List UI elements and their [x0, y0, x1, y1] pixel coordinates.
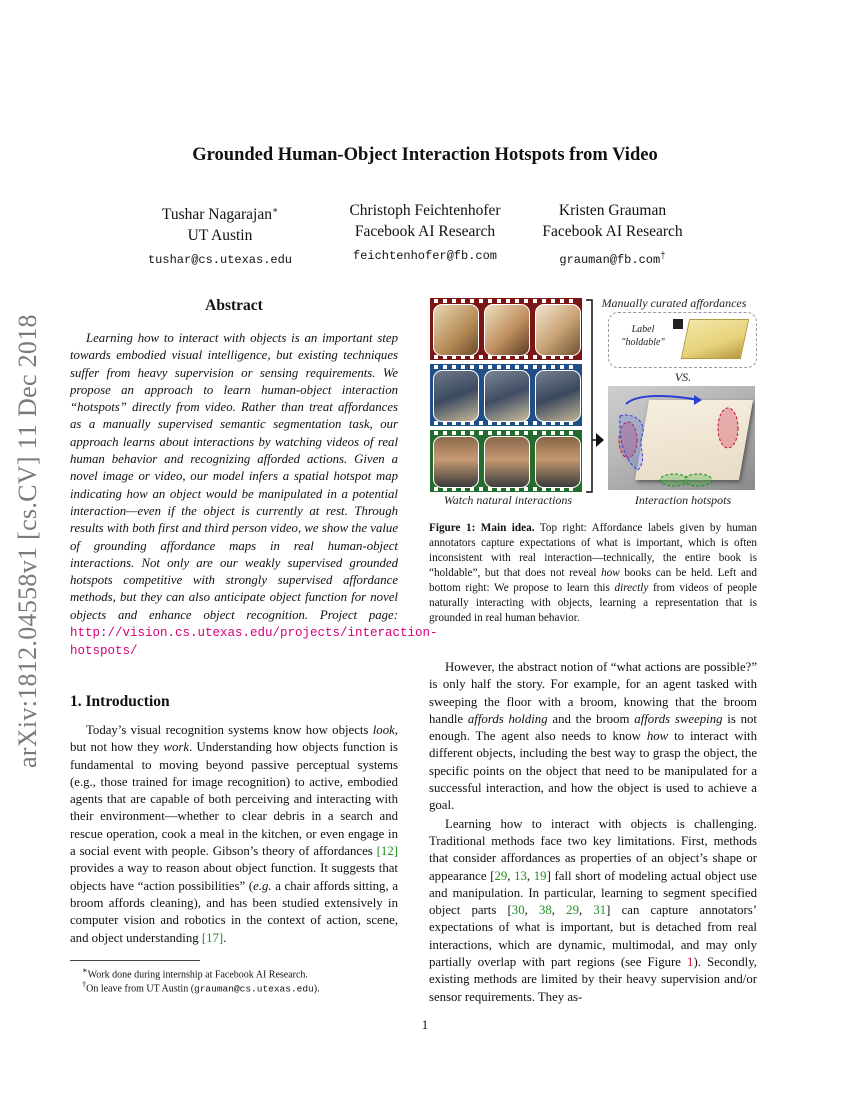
- text-run: However, the abstract notion of “what actions are possible?” is only half the story. For example, for an agent tasked with sweeping the floor with a broom, knowing that the broom handle: [429, 660, 757, 726]
- arxiv-identifier: arXiv:1812.04558v1 [cs.CV] 11 Dec 2018: [13, 314, 42, 768]
- author-affiliation: Facebook AI Research: [542, 223, 683, 240]
- intro-paragraph: [70, 722, 398, 947]
- footnote-mark: ∗: [82, 966, 88, 975]
- hotspot-image: [608, 386, 755, 490]
- label-hotspots: Interaction hotspots: [634, 493, 732, 507]
- author-email[interactable]: grauman@fb.com: [559, 253, 661, 267]
- text-run: from videos of people naturally interacting with objects, learning a representation that is grounded in real human behavior.: [429, 582, 757, 624]
- citation-link[interactable]: 30: [511, 903, 525, 918]
- figure-reference-link[interactable]: 1: [687, 955, 694, 970]
- author-block-3: [520, 200, 705, 271]
- citation-link[interactable]: 31: [593, 903, 607, 918]
- book-image: [681, 319, 750, 359]
- video-frame: [535, 436, 581, 488]
- author-email[interactable]: tushar@cs.utexas.edu: [147, 253, 293, 268]
- citation-link[interactable]: [12]: [376, 844, 398, 859]
- text-run: ] can capture annotators’ expectations of what is important, but is detached from real interactions, which are dynamic, multimodal, and may only partially overlap with part regions (see Figure: [429, 903, 757, 970]
- text-run: affords holding: [467, 711, 548, 726]
- text-run: look: [372, 723, 395, 737]
- text-run: is not enough. The agent also needs to know: [429, 711, 757, 744]
- text-run: to interact with different objects, including the best way to grasp the object, the specific points on the object that need to be manipulated for a successful interaction, and how the object is used to achieve a goal.: [429, 729, 757, 813]
- footnote-text: Work done during internship at Facebook AI Research.: [87, 969, 308, 981]
- project-page-link[interactable]: http://vision.cs.utexas.edu/projects/interaction-hotspots/: [70, 626, 438, 659]
- video-frame: [484, 304, 530, 356]
- caption-label: Figure 1: Main idea.: [429, 522, 535, 534]
- label-holdable: Label "holdable": [621, 324, 665, 348]
- abstract-body: Learning how to interact with objects is an important step towards embodied visual intelligence, but existing techniques suffer from heavy supervision or sensing requirements. We propose an approach to learn human-object interaction “hotspots” directly from video. Rather than treat affordances as a manually supervised semantic segmentation task, our approach learns about interactions by watching videos of real human behavior and recognizing afforded actions. Given a novel image or video, our model infers a spatial hotspot map indicating how an object would be manipulated in a potential interaction—even if the object is currently at rest. Through results with both first and third person video, we show the value of grounding affordance maps in real human-object interactions. Not only are our weakly supervised grounded hotspots competitive with strongly supervised affordance methods, but they can also anticipate object function for novel objects and enhance object recognition. Project page:: [70, 331, 398, 622]
- video-frame: [484, 370, 530, 422]
- paragraph: [429, 659, 757, 815]
- label-watch: Watch natural interactions: [443, 493, 573, 507]
- video-frame: [433, 436, 479, 488]
- text-run: how: [601, 567, 620, 579]
- annotation-box: [608, 312, 757, 368]
- label-manual: Manually curated affordances: [601, 296, 747, 310]
- figure-caption: [429, 521, 757, 626]
- author-name: Christoph Feichtenhofer: [349, 202, 501, 219]
- citation-link[interactable]: 38: [538, 903, 552, 918]
- text-run: , but not how they: [70, 723, 398, 755]
- text-run: ] fall short of modeling actual object use and manipulation. In particular, learning to segment specified object parts [: [429, 868, 757, 918]
- text-run: affords sweeping: [634, 711, 723, 726]
- text-run: . Understanding how objects function is fundamental to moving beyond passive perceptual systems (e.g., those trained for image recognition) to active, embodied agents that are capable of both perceiving and interacting with their environment—whether to clear debris in a search and rescue operation, cook a meal in the kitchen, or even engage in a social event with people. Gibson’s theory of affordances: [70, 740, 398, 859]
- abstract-heading: Abstract: [205, 297, 263, 314]
- text-run: Today’s visual recognition systems know how objects: [86, 723, 373, 737]
- qr-icon: [673, 319, 683, 329]
- text-run: ). Secondly, existing methods are limited by their heavy supervision and/or sensor requirements. They as-: [429, 955, 757, 1004]
- section-heading-introduction: 1. Introduction: [70, 693, 170, 710]
- author-email[interactable]: feichtenhofer@fb.com: [352, 249, 498, 263]
- abstract-text: [70, 330, 438, 661]
- video-frame: [535, 304, 581, 356]
- right-column-text: [429, 659, 757, 1006]
- citation-link[interactable]: 29: [566, 903, 579, 918]
- footnote-2: [70, 978, 400, 996]
- citation-link[interactable]: 13: [514, 868, 527, 883]
- text-run: Top right: Affordance labels given by human annotators capture expectations of what is important, which is often inconsistent with real interaction—technically, the entire book is “holdable”, but that does not reveal: [429, 522, 757, 579]
- author-affiliation: UT Austin: [187, 227, 253, 245]
- text-run: directly: [614, 582, 649, 594]
- video-frame: [433, 370, 479, 422]
- paper-title: Grounded Human-Object Interaction Hotspots from Video: [192, 145, 658, 165]
- video-frame: [433, 304, 479, 356]
- text-run: e.g.: [253, 878, 272, 893]
- text-run: provides a way to reason about object function. It suggests that objects have “action possibilities” (: [70, 861, 398, 893]
- citation-link[interactable]: [17]: [201, 930, 224, 945]
- author-block-2: [313, 200, 537, 267]
- footnote-text: On leave from UT Austin (: [86, 983, 195, 995]
- figure-1: [428, 296, 758, 512]
- author-email-mark: †: [660, 251, 666, 261]
- film-strip-green: [430, 430, 582, 492]
- hotspot-overlay-icon: [608, 386, 755, 490]
- page-number: 1: [421, 1017, 429, 1032]
- label-vs: VS.: [674, 370, 692, 384]
- text-run: a chair affords sitting, a broom affords cleaning), and has been studied extensively in computer vision and robotics in the context of action, scene, and object understanding: [70, 878, 398, 945]
- bracket-arrow-icon: [584, 296, 606, 496]
- author-mark: ∗: [271, 205, 279, 215]
- footnote-rule: [70, 960, 200, 961]
- author-name: Tushar Nagarajan: [161, 206, 272, 224]
- citation-link[interactable]: 29: [494, 868, 508, 883]
- author-affiliation: Facebook AI Research: [354, 223, 496, 240]
- footnote-mark: †: [82, 980, 87, 989]
- film-strip-blue: [430, 364, 582, 426]
- footnote-email[interactable]: grauman@cs.utexas.edu: [194, 983, 314, 995]
- citation-link[interactable]: 19: [533, 868, 547, 883]
- paragraph: Learning how to interact with objects is challenging. Traditional methods face two key limitations. First, methods that consider affordances as properties of an object’s shape or appearance [29, 13, 19] fall short of modeling actual object use and manipulation. In particular, learning to segment specified object parts [30, 38, 29, 31] can capture annotators’ expectations of what is important, but is detached from real interactions, which are dynamic, multimodal, and may only partially overlap with part regions (see Figure 1). Secondly, existing methods are limited by their heavy supervision and/or sensor requirements. They as-: [429, 816, 757, 1004]
- text-run: .: [223, 930, 227, 945]
- text-run: how: [646, 729, 669, 744]
- video-frame: [535, 370, 581, 422]
- film-strip-red: [430, 298, 582, 360]
- author-name: Kristen Grauman: [558, 202, 667, 219]
- author-block-1: [120, 200, 320, 271]
- text-run: books can be held. Left and bottom right: We propose to learn this: [429, 567, 757, 594]
- footnote-text: ).: [313, 983, 320, 995]
- text-run: and the broom: [547, 711, 635, 726]
- video-frame: [484, 436, 530, 488]
- text-run: Learning how to interact with objects is challenging. Traditional methods face two key limitations. First, methods that consider affordances as properties of an object’s shape or appearance [: [429, 816, 757, 883]
- text-run: work: [163, 740, 190, 755]
